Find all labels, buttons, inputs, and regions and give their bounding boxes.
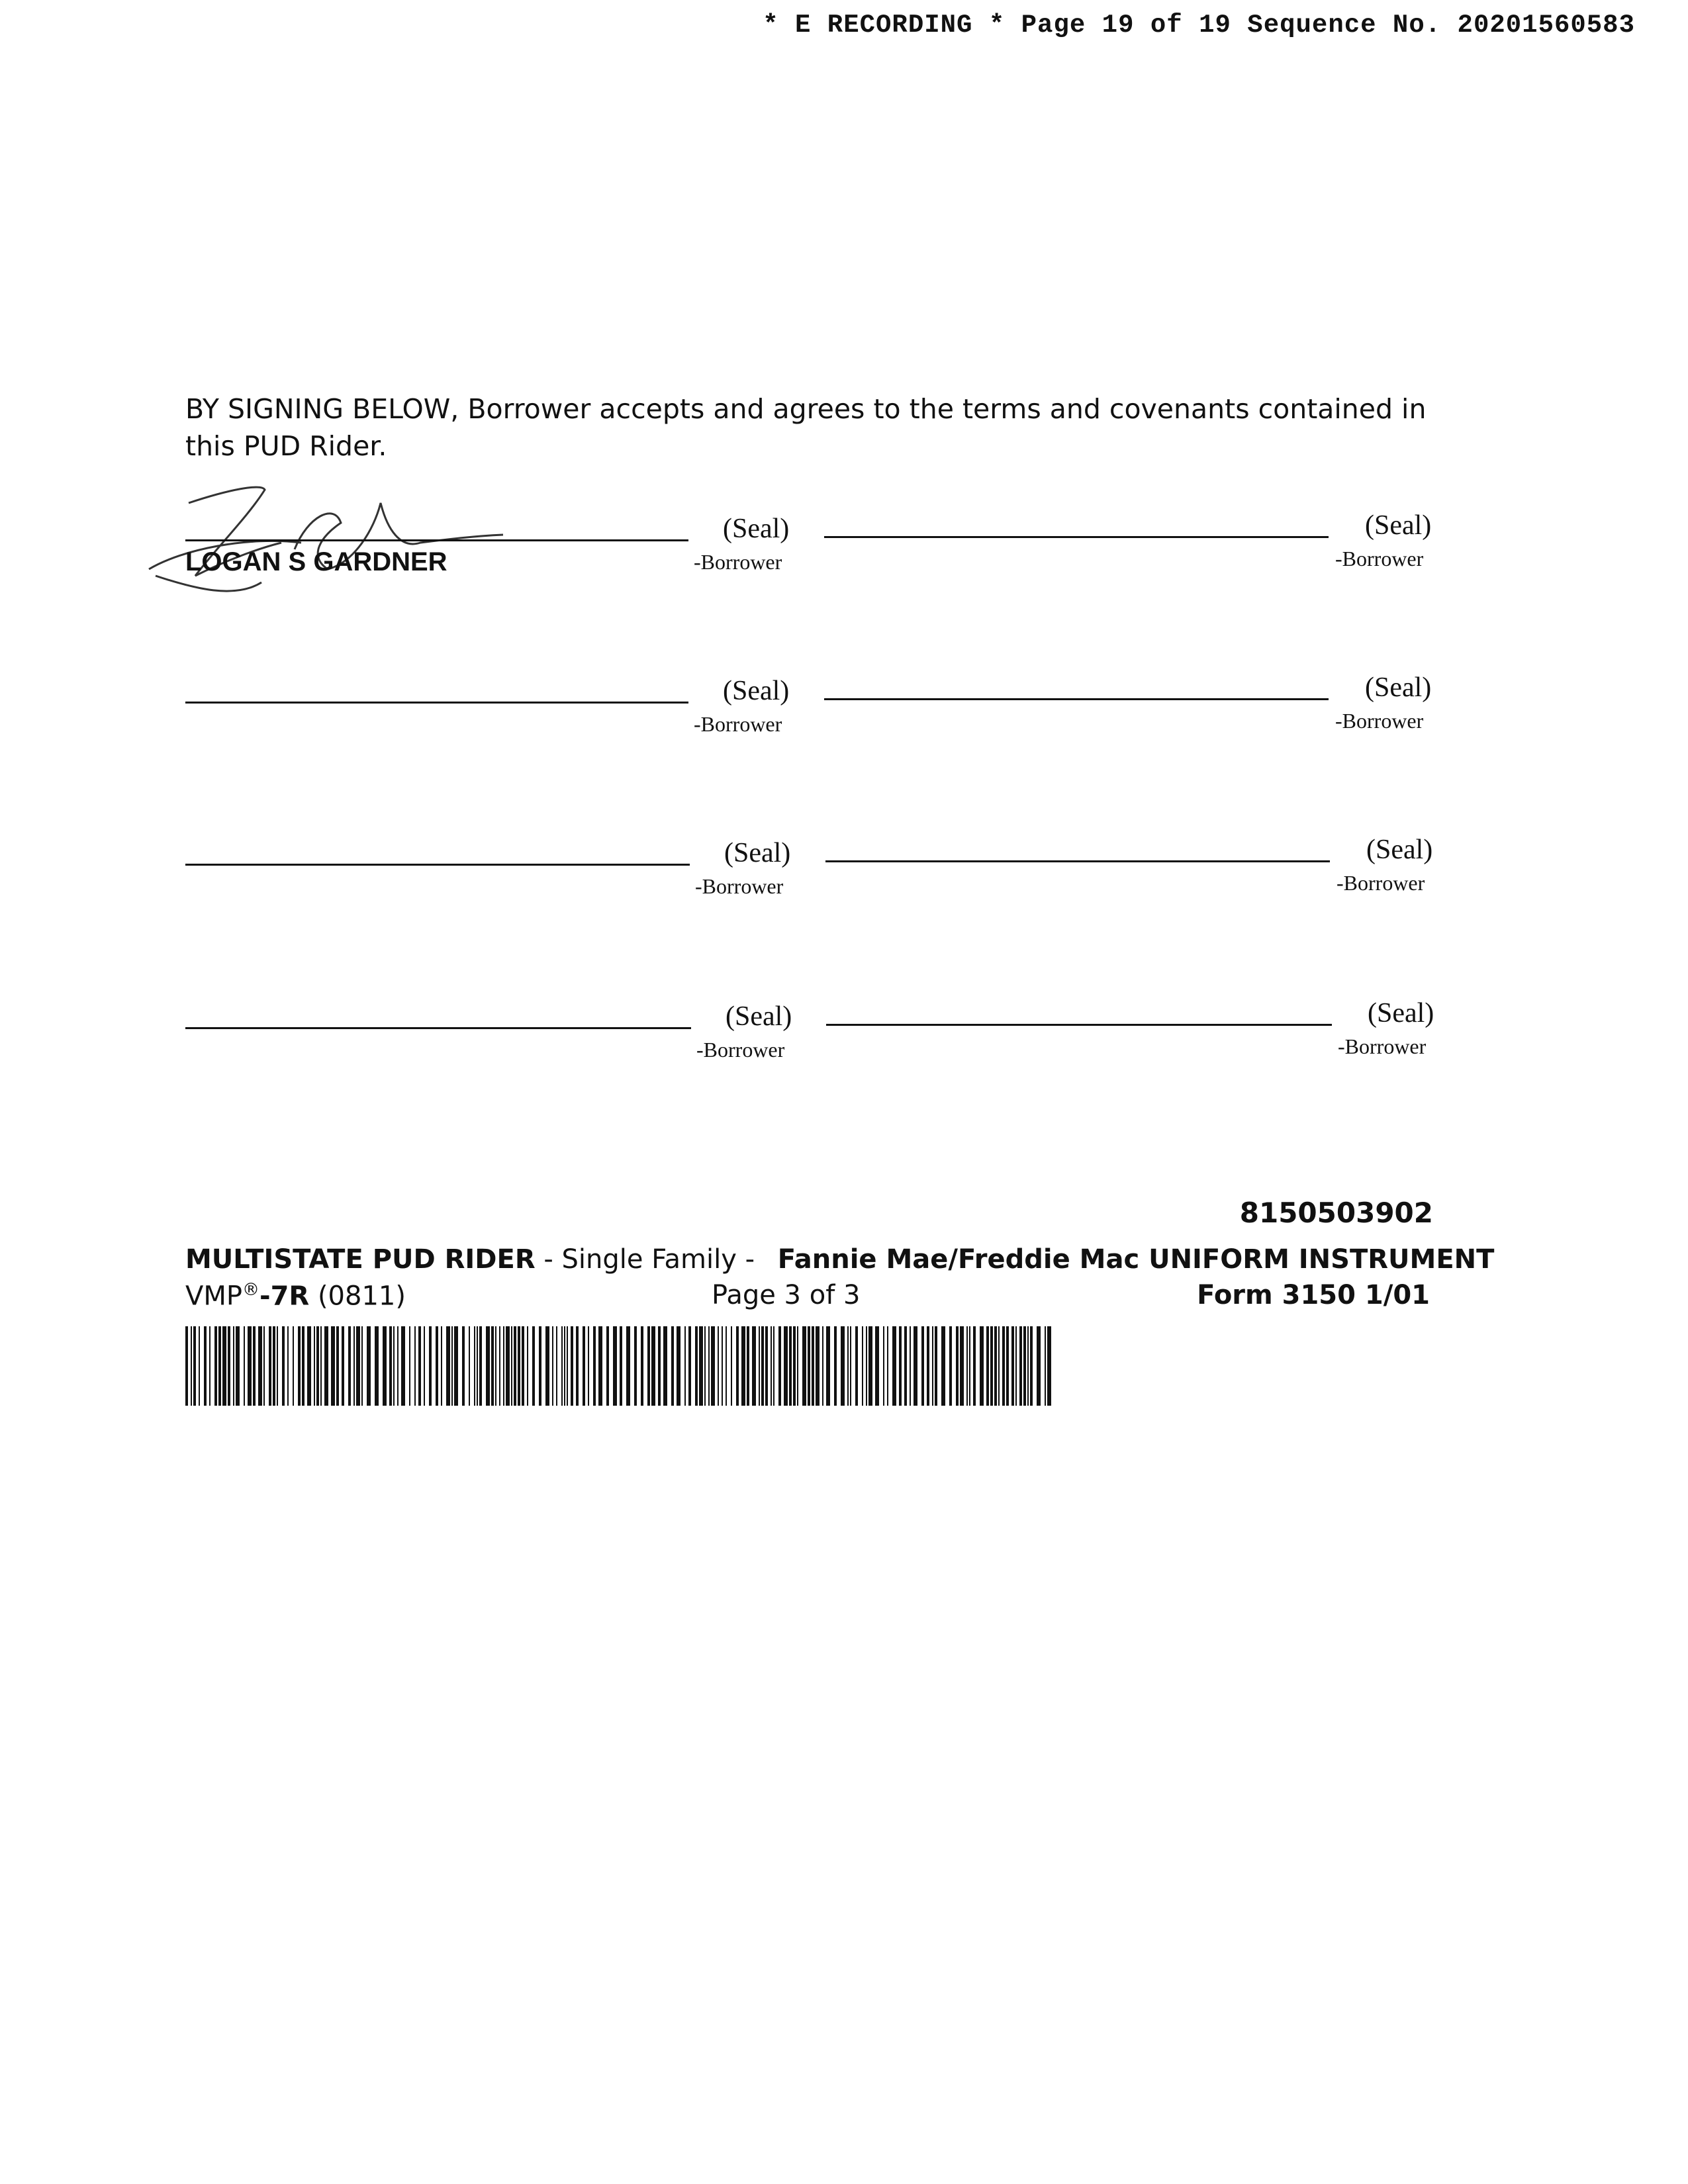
signature-block-4 xyxy=(824,672,1433,751)
seal-label: (Seal) xyxy=(724,838,791,868)
borrower-label: -Borrower xyxy=(1338,1034,1427,1058)
loan-number: 8150503902 xyxy=(1239,1197,1433,1229)
registered-mark: ® xyxy=(242,1280,259,1300)
seal-label: (Seal) xyxy=(723,514,790,544)
signature-block-3 xyxy=(185,675,790,754)
vmp-version: (0811) xyxy=(317,1281,406,1312)
vmp-form-code: -7R xyxy=(259,1281,310,1312)
signing-statement: BY SIGNING BELOW, Borrower accepts and agrees to the terms and covenants contained in this PUD Rider. xyxy=(185,393,1427,462)
signature-block-5 xyxy=(185,837,791,917)
seal-label: (Seal) xyxy=(1366,835,1433,865)
seal-label: (Seal) xyxy=(1365,672,1432,703)
signature-block-1 xyxy=(185,513,790,592)
borrower-label: -Borrower xyxy=(1336,871,1425,895)
vmp-code xyxy=(185,1280,406,1311)
seal-label: (Seal) xyxy=(1368,998,1434,1028)
signature-line xyxy=(185,1027,691,1029)
seal-label: (Seal) xyxy=(726,1001,792,1032)
form-subtitle: - Single Family - xyxy=(543,1244,755,1275)
signature-line xyxy=(825,860,1330,862)
signature-line xyxy=(185,539,688,541)
seal-label: (Seal) xyxy=(1365,510,1432,541)
signature-line xyxy=(826,1024,1332,1026)
signature-block-8 xyxy=(826,997,1435,1077)
borrower-label: -Borrower xyxy=(1335,709,1424,733)
borrower-label: -Borrower xyxy=(696,1038,785,1062)
borrower-label: -Borrower xyxy=(694,712,782,736)
recording-header: * E RECORDING * Page 19 of 19 Sequence No. 20201560583 xyxy=(763,11,1635,40)
signature-block-6 xyxy=(825,834,1434,913)
seal-label: (Seal) xyxy=(723,676,790,706)
borrower-name: LOGAN S GARDNER xyxy=(185,547,447,576)
barcode xyxy=(185,1326,1059,1406)
uniform-instrument: Fannie Mae/Freddie Mac UNIFORM INSTRUMENT xyxy=(777,1244,1495,1275)
borrower-label: -Borrower xyxy=(1335,547,1424,570)
borrower-label: -Borrower xyxy=(694,550,782,574)
page-label: Page 3 of 3 xyxy=(712,1280,861,1310)
signature-block-2 xyxy=(824,510,1433,589)
form-title-line xyxy=(185,1244,1494,1275)
form-number: Form 3150 1/01 xyxy=(1197,1280,1430,1310)
signature-line xyxy=(824,698,1329,700)
signature-block-7 xyxy=(185,1001,792,1080)
form-title: MULTISTATE PUD RIDER xyxy=(185,1244,536,1275)
signature-line xyxy=(185,864,690,866)
borrower-label: -Borrower xyxy=(695,874,784,898)
vmp-prefix: VMP xyxy=(185,1281,242,1312)
signature-line xyxy=(824,536,1329,538)
signature-line xyxy=(185,702,688,704)
